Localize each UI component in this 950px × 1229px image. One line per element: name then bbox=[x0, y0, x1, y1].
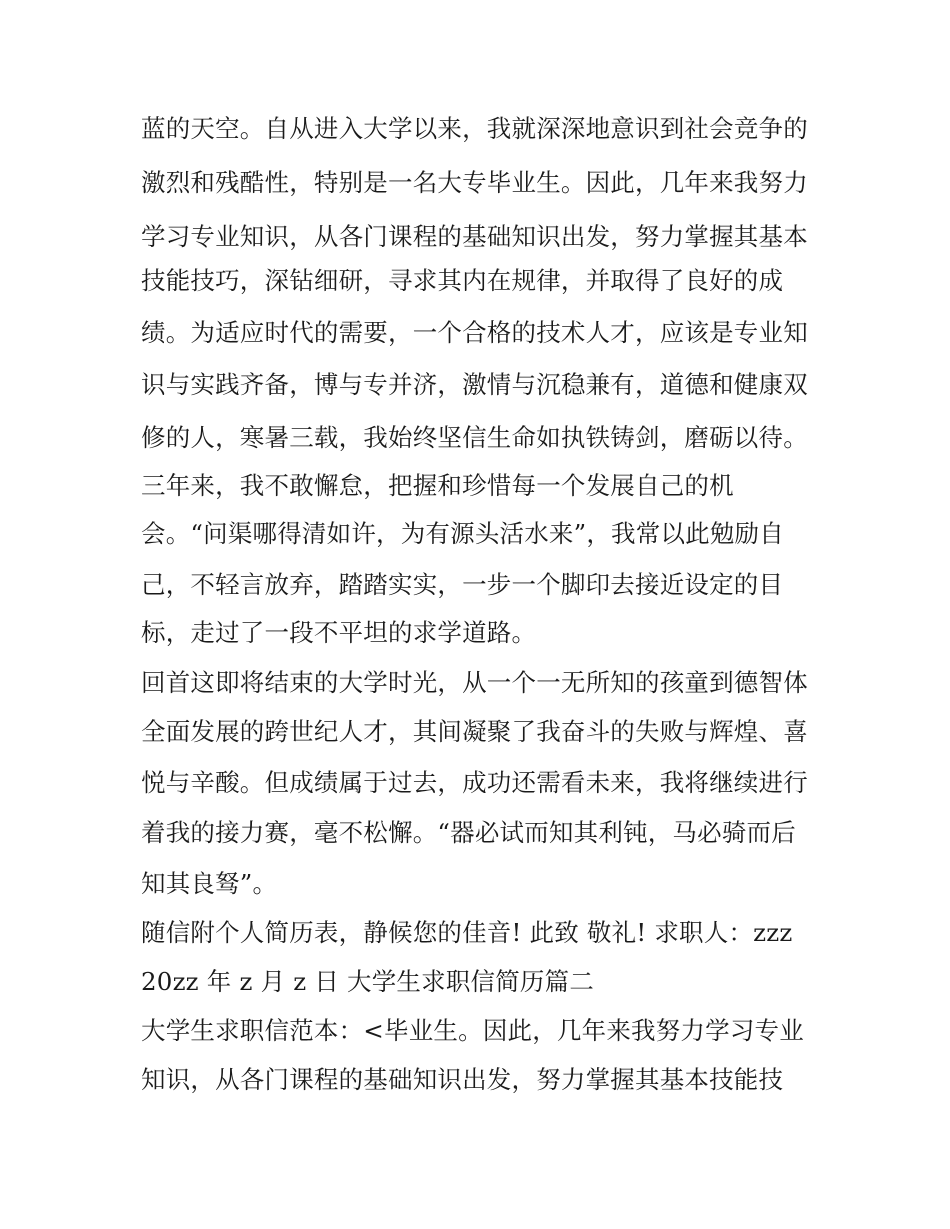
text-line: 大学生求职信范本：<毕业生。因此，几年来我努力学习专业 bbox=[141, 1016, 804, 1045]
text-line: 随信附个人简历表，静候您的佳音! 此致 敬礼! 求职人：zzz bbox=[141, 918, 793, 947]
text-line: 知识，从各门课程的基础知识出发，努力掌握其基本技能技 bbox=[141, 1065, 784, 1094]
text-line: 绩。为适应时代的需要，一个合格的技术人才，应该是专业知 bbox=[141, 318, 808, 347]
text-line: 学习专业知识，从各门课程的基础知识出发，努力掌握其基本 bbox=[141, 222, 808, 251]
text-line: 悦与辛酸。但成绩属于过去，成功还需看未来，我将继续进行 bbox=[141, 768, 808, 797]
text-line: 修的人，寒暑三载，我始终坚信生命如执铁铸剑，磨砺以待。 bbox=[141, 423, 808, 452]
text-line: 会。“问渠哪得清如许，为有源头活水来”，我常以此勉励自 bbox=[141, 519, 784, 548]
text-line: 激烈和残酷性，特别是一名大专毕业生。因此，几年来我努力 bbox=[141, 168, 808, 197]
text-line: 全面发展的跨世纪人才，其间凝聚了我奋斗的失败与辉煌、喜 bbox=[141, 717, 808, 746]
text-line: 己，不轻言放弃，踏踏实实，一步一个脚印去接近设定的目 bbox=[141, 570, 784, 599]
text-line: 知其良驽”。 bbox=[141, 869, 278, 898]
text-line: 蓝的天空。自从进入大学以来，我就深深地意识到社会竞争的 bbox=[141, 114, 808, 143]
text-line: 标，走过了一段不平坦的求学道路。 bbox=[141, 618, 537, 647]
text-line: 回首这即将结束的大学时光，从一个一无所知的孩童到德智体 bbox=[141, 668, 808, 697]
text-line: 着我的接力赛，毫不松懈。“器必试而知其利钝，马必骑而后 bbox=[141, 818, 796, 847]
text-line: 技能技巧，深钻细研，寻求其内在规律，并取得了良好的成 bbox=[141, 266, 784, 295]
text-line: 20zz 年 z 月 z 日 大学生求职信简历篇二 bbox=[141, 967, 595, 996]
text-line: 三年来，我不敢懈怠，把握和珍惜每一个发展自己的机 bbox=[141, 471, 734, 500]
text-line: 识与实践齐备，博与专并济，激情与沉稳兼有，道德和健康双 bbox=[141, 370, 808, 399]
